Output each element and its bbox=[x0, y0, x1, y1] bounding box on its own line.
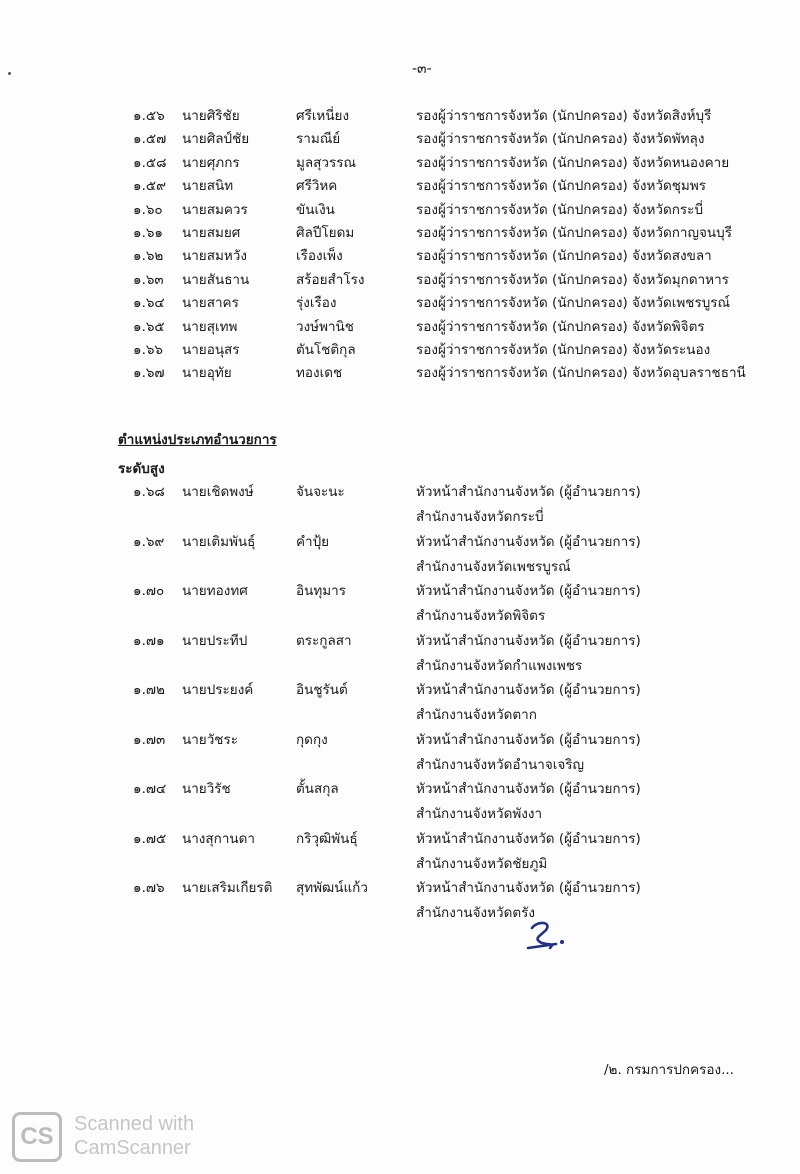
last-name: สุทพัฒน์แก้ว bbox=[296, 880, 368, 896]
first-name: นายศิริชัย bbox=[182, 108, 240, 124]
entry-number: ๑.๕๖ bbox=[133, 108, 165, 124]
first-name: นายอุทัย bbox=[182, 365, 232, 382]
office-name: สำนักงานจังหวัดกำแพงเพชร bbox=[416, 657, 583, 674]
first-name: นางสุกานดา bbox=[182, 830, 255, 847]
entry-number: ๑.๖๘ bbox=[133, 484, 165, 500]
last-name: อินทุมาร bbox=[296, 583, 346, 599]
continuation-note: /๒. กรมการปกครอง... bbox=[604, 1062, 734, 1078]
last-name: ศรีเหนี่ยง bbox=[296, 108, 350, 124]
entry-number: ๑.๖๕ bbox=[133, 318, 165, 335]
last-name: ทองเดช bbox=[296, 365, 343, 382]
last-name: จันจะนะ bbox=[296, 484, 345, 500]
last-name: วงษ์พานิช bbox=[296, 318, 354, 335]
last-name: สร้อยสำโรง bbox=[296, 271, 365, 288]
entry-number: ๑.๖๑ bbox=[133, 225, 163, 241]
page-number: -๓- bbox=[412, 61, 432, 77]
office-name: สำนักงานจังหวัดกระบี่ bbox=[416, 509, 544, 525]
first-name: นายเสริมเกียรติ bbox=[182, 880, 273, 896]
office-name: สำนักงานจังหวัดเพชรบูรณ์ bbox=[416, 558, 571, 575]
last-name: มูลสุวรรณ bbox=[296, 154, 357, 171]
position-title: รองผู้ว่าราชการจังหวัด (นักปกครอง) จังหวัดมุกดาหาร bbox=[416, 271, 729, 288]
last-name: รุ่งเรือง bbox=[296, 295, 337, 312]
last-name: ตันโชติกุล bbox=[296, 342, 356, 358]
last-name: กริวุฒิพันธุ์ bbox=[296, 830, 358, 847]
handwritten-initials bbox=[526, 918, 570, 954]
first-name: นายสันธาน bbox=[182, 271, 250, 288]
position-title: รองผู้ว่าราชการจังหวัด (นักปกครอง) จังหวัดหนองคาย bbox=[416, 154, 730, 171]
position-title: รองผู้ว่าราชการจังหวัด (นักปกครอง) จังหวัดระนอง bbox=[416, 342, 711, 358]
entry-number: ๑.๕๘ bbox=[133, 154, 167, 171]
entry-number: ๑.๖๖ bbox=[133, 342, 163, 358]
first-name: นายเชิดพงษ์ bbox=[182, 484, 254, 500]
last-name: ตั้นสกุล bbox=[296, 781, 339, 797]
watermark-line-2: CamScanner bbox=[74, 1137, 191, 1159]
camscanner-logo-icon: CS bbox=[12, 1112, 62, 1162]
first-name: นายวิรัช bbox=[182, 781, 231, 797]
position-title: รองผู้ว่าราชการจังหวัด (นักปกครอง) จังหวัดสงขลา bbox=[416, 248, 712, 265]
first-name: นายสาคร bbox=[182, 295, 239, 312]
entry-number: ๑.๖๔ bbox=[133, 295, 165, 312]
level-heading: ระดับสูง bbox=[118, 461, 165, 477]
entry-number: ๑.๗๔ bbox=[133, 781, 167, 797]
entry-number: ๑.๕๗ bbox=[133, 131, 167, 148]
office-name: สำนักงานจังหวัดชัยภูมิ bbox=[416, 855, 548, 872]
position-title: หัวหน้าสำนักงานจังหวัด (ผู้อำนวยการ) bbox=[416, 731, 641, 748]
first-name: นายประยงค์ bbox=[182, 682, 254, 698]
position-title: รองผู้ว่าราชการจังหวัด (นักปกครอง) จังหวัดกระบี่ bbox=[416, 201, 704, 218]
entry-number: ๑.๖๒ bbox=[133, 248, 164, 265]
entry-number: ๑.๗๖ bbox=[133, 880, 165, 896]
entry-number: ๑.๗๑ bbox=[133, 632, 165, 649]
first-name: นายสุเทพ bbox=[182, 318, 238, 335]
first-name: นายสมควร bbox=[182, 201, 248, 218]
last-name: คำปุ้ย bbox=[296, 533, 330, 550]
office-name: สำนักงานจังหวัดพังงา bbox=[416, 806, 543, 822]
office-name: สำนักงานจังหวัดตรัง bbox=[416, 905, 535, 921]
last-name: ศรีวิหค bbox=[296, 178, 338, 195]
first-name: นายวัชระ bbox=[182, 731, 238, 748]
first-name: นายประทีป bbox=[182, 632, 248, 649]
entry-number: ๑.๗๕ bbox=[133, 830, 167, 847]
position-title: หัวหน้าสำนักงานจังหวัด (ผู้อำนวยการ) bbox=[416, 830, 641, 847]
watermark-line-1: Scanned with bbox=[74, 1113, 195, 1135]
entry-number: ๑.๕๙ bbox=[133, 178, 166, 195]
first-name: นายสมหวัง bbox=[182, 248, 247, 265]
position-title: หัวหน้าสำนักงานจังหวัด (ผู้อำนวยการ) bbox=[416, 583, 641, 599]
last-name: ขันเงิน bbox=[296, 201, 335, 218]
entry-number: ๑.๗๐ bbox=[133, 583, 165, 599]
last-name: อินชูรันต์ bbox=[296, 682, 348, 698]
entry-number: ๑.๖๐ bbox=[133, 201, 163, 218]
office-name: สำนักงานจังหวัดตาก bbox=[416, 707, 537, 723]
section-heading: ตำแหน่งประเภทอำนวยการ bbox=[118, 432, 277, 448]
last-name: รามณีย์ bbox=[296, 131, 341, 148]
position-title: รองผู้ว่าราชการจังหวัด (นักปกครอง) จังหวัดพัทลุง bbox=[416, 131, 705, 148]
position-title: รองผู้ว่าราชการจังหวัด (นักปกครอง) จังหวัดเพชรบูรณ์ bbox=[416, 295, 731, 312]
office-name: สำนักงานจังหวัดอำนาจเจริญ bbox=[416, 756, 585, 773]
last-name: เรืองเพ็ง bbox=[296, 248, 343, 265]
first-name: นายสนิท bbox=[182, 178, 234, 195]
scan-speck bbox=[8, 72, 11, 75]
first-name: นายทองทศ bbox=[182, 583, 248, 599]
entry-number: ๑.๖๗ bbox=[133, 365, 165, 382]
entry-number: ๑.๗๒ bbox=[133, 682, 165, 698]
first-name: นายอนุสร bbox=[182, 342, 240, 358]
last-name: กุดกุง bbox=[296, 731, 328, 748]
entry-number: ๑.๖๓ bbox=[133, 271, 164, 288]
position-title: หัวหน้าสำนักงานจังหวัด (ผู้อำนวยการ) bbox=[416, 484, 641, 500]
first-name: นายสมยศ bbox=[182, 225, 241, 241]
position-title: รองผู้ว่าราชการจังหวัด (นักปกครอง) จังหวัดกาญจนบุรี bbox=[416, 225, 732, 241]
last-name: ศิลปีโยดม bbox=[296, 225, 355, 241]
entry-number: ๑.๖๙ bbox=[133, 533, 165, 550]
position-title: รองผู้ว่าราชการจังหวัด (นักปกครอง) จังหวัดพิจิตร bbox=[416, 318, 705, 335]
entry-number: ๑.๗๓ bbox=[133, 731, 166, 748]
position-title: หัวหน้าสำนักงานจังหวัด (ผู้อำนวยการ) bbox=[416, 533, 641, 550]
camscanner-watermark bbox=[12, 1112, 222, 1164]
position-title: รองผู้ว่าราชการจังหวัด (นักปกครอง) จังหวัดชุมพร bbox=[416, 178, 706, 195]
first-name: นายเติมพันธุ์ bbox=[182, 533, 256, 550]
position-title: รองผู้ว่าราชการจังหวัด (นักปกครอง) จังหวัดอุบลราชธานี bbox=[416, 365, 746, 382]
position-title: หัวหน้าสำนักงานจังหวัด (ผู้อำนวยการ) bbox=[416, 682, 641, 698]
last-name: ตระกูลสา bbox=[296, 632, 352, 649]
office-name: สำนักงานจังหวัดพิจิตร bbox=[416, 608, 546, 624]
watermark-text bbox=[74, 1112, 194, 1160]
position-title: หัวหน้าสำนักงานจังหวัด (ผู้อำนวยการ) bbox=[416, 632, 641, 649]
first-name: นายศิลป์ชัย bbox=[182, 131, 250, 148]
position-title: หัวหน้าสำนักงานจังหวัด (ผู้อำนวยการ) bbox=[416, 880, 641, 896]
first-name: นายศุภกร bbox=[182, 154, 240, 171]
position-title: รองผู้ว่าราชการจังหวัด (นักปกครอง) จังหวัดสิงห์บุรี bbox=[416, 108, 712, 124]
position-title: หัวหน้าสำนักงานจังหวัด (ผู้อำนวยการ) bbox=[416, 781, 641, 797]
